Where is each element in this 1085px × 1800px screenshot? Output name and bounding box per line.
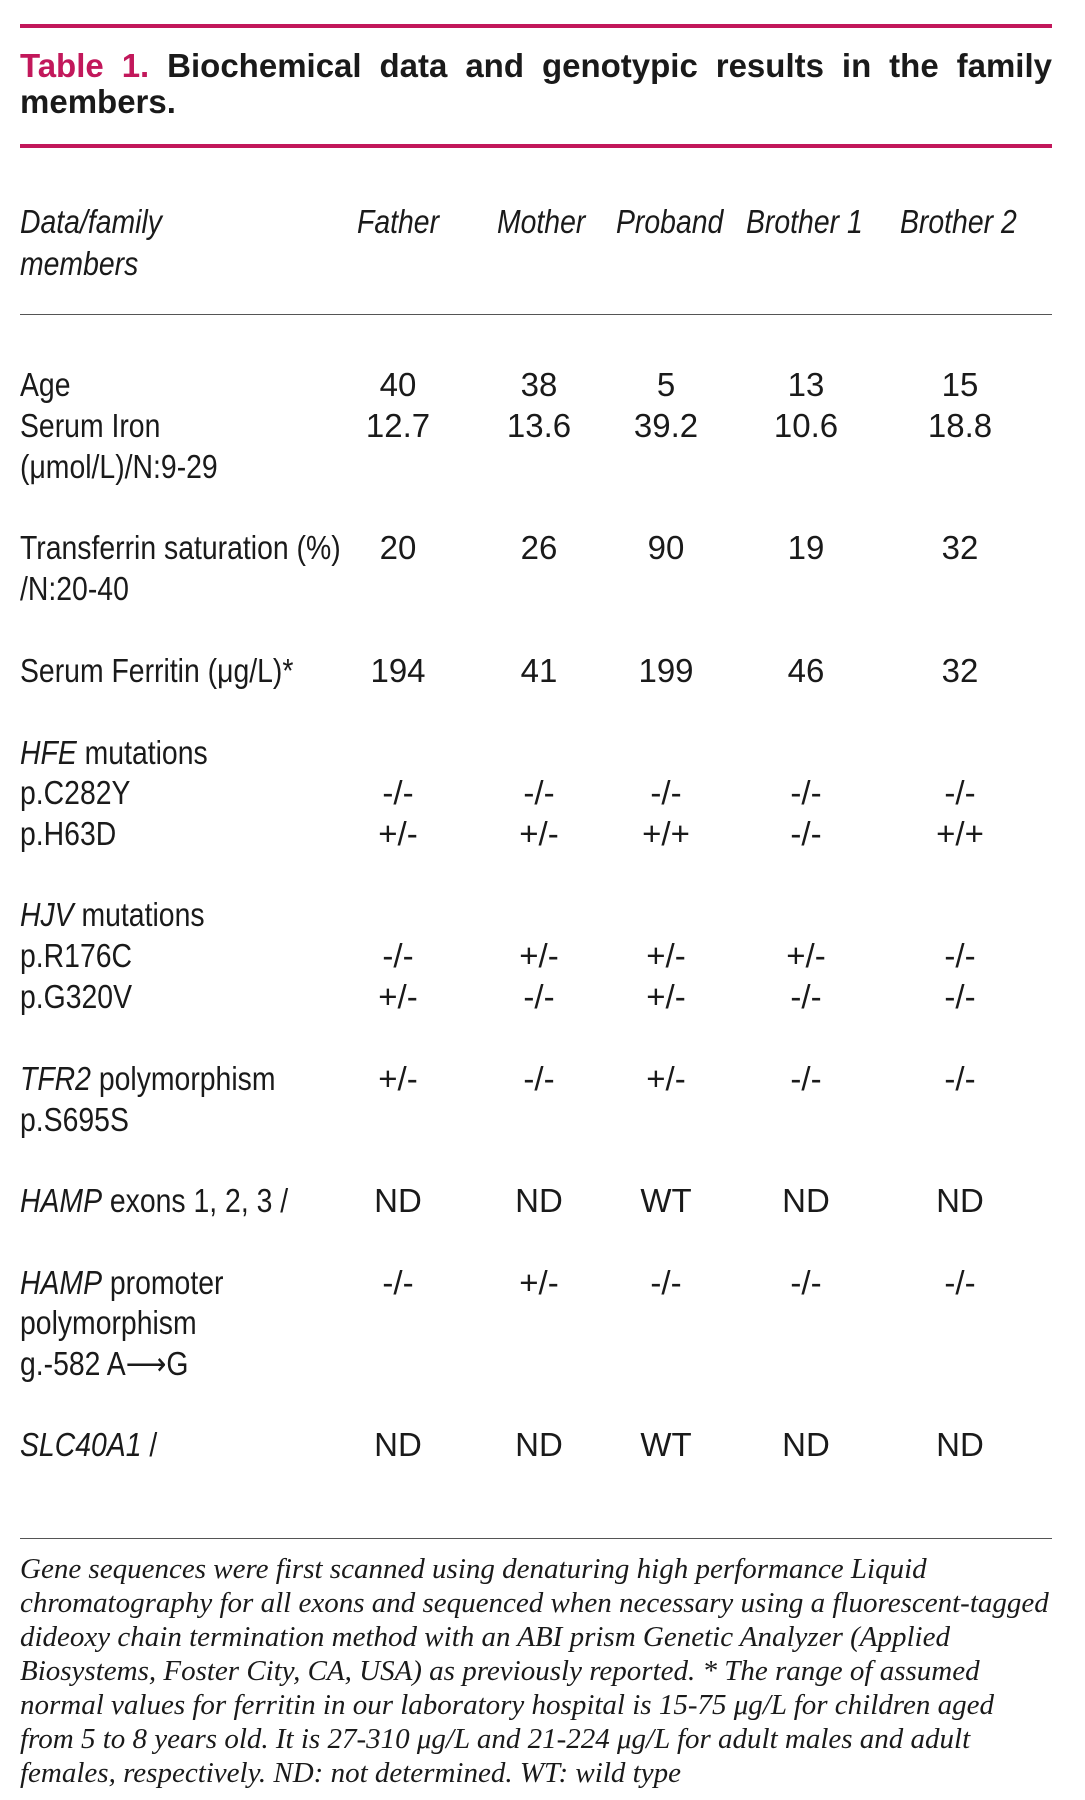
table-cell: 5	[656, 366, 676, 403]
header-mother: Mother	[497, 203, 586, 240]
table-cell: +/-	[786, 937, 826, 974]
table-cell: 32	[941, 529, 979, 566]
row-label-continued: (μmol/L)/N:9-29	[20, 448, 218, 485]
row-label-continued: /N:20-40	[20, 570, 129, 607]
table-cell: -/-	[790, 1060, 822, 1097]
row-label: p.G320V	[20, 978, 133, 1015]
label-rest: mutations	[73, 896, 205, 933]
row-label: g.-582 A⟶G	[20, 1345, 189, 1382]
row-label	[20, 895, 205, 935]
table-cell: -/-	[944, 1060, 976, 1097]
table-cell: -/-	[944, 1264, 976, 1301]
table-cell: 13	[787, 366, 825, 403]
header-first-col-line1: Data/family	[20, 203, 162, 240]
table-cell: +/-	[519, 937, 559, 974]
table-cell: ND	[374, 1182, 422, 1219]
table-cell: ND	[782, 1182, 830, 1219]
label-rest: mutations	[76, 734, 208, 771]
label-rest: /	[141, 1426, 158, 1463]
table-cell: +/+	[936, 815, 984, 852]
row-label: p.C282Y	[20, 774, 131, 811]
footnote-rule	[20, 1538, 1052, 1539]
table-cell: -/-	[790, 1264, 822, 1301]
table-cell: 32	[941, 652, 979, 689]
table-cell: 26	[520, 529, 558, 566]
table-cell: -/-	[382, 937, 414, 974]
table-cell: -/-	[944, 774, 976, 811]
row-label: Age	[20, 366, 71, 403]
header-brother-1: Brother 1	[746, 203, 863, 240]
row-label: Transferrin saturation (%)	[20, 529, 341, 566]
table-cell: +/-	[646, 978, 686, 1015]
caption-text: Biochemical data and genotypic results in the family members.	[20, 47, 1053, 120]
header-first-col-line2: members	[20, 245, 139, 282]
top-rule	[20, 24, 1052, 28]
row-label: p.H63D	[20, 815, 117, 852]
table-cell: ND	[515, 1426, 563, 1463]
table-cell: 10.6	[773, 407, 839, 444]
gene-name: TFR2	[20, 1060, 91, 1097]
label-rest: exons 1, 2, 3 /	[101, 1182, 289, 1219]
header-father: Father	[357, 203, 440, 240]
table-cell: 46	[787, 652, 825, 689]
table-cell: -/-	[382, 774, 414, 811]
label-rest: promoter	[101, 1264, 224, 1301]
table-cell: +/-	[378, 978, 418, 1015]
table-cell: 194	[370, 652, 426, 689]
label-rest: polymorphism	[90, 1060, 276, 1097]
table-cell: ND	[782, 1426, 830, 1463]
table-cell: 20	[379, 529, 417, 566]
header-brother-2: Brother 2	[900, 203, 1017, 240]
table-cell: -/-	[650, 774, 682, 811]
table-cell: +/+	[642, 815, 690, 852]
table-cell: -/-	[523, 774, 555, 811]
table-cell: 18.8	[927, 407, 993, 444]
row-label	[20, 733, 208, 773]
table-cell: -/-	[650, 1264, 682, 1301]
table-cell: 39.2	[633, 407, 699, 444]
table-cell: 12.7	[365, 407, 431, 444]
table-cell: -/-	[790, 815, 822, 852]
gene-name: SLC40A1	[20, 1426, 142, 1463]
gene-name: HFE	[20, 734, 77, 771]
table-cell: WT	[640, 1182, 692, 1219]
table-cell: 90	[647, 529, 685, 566]
table-cell: -/-	[382, 1264, 414, 1301]
table-cell: 38	[520, 366, 558, 403]
row-label	[20, 1181, 288, 1221]
row-label: p.R176C	[20, 937, 133, 974]
table-cell: ND	[936, 1426, 984, 1463]
table-cell: 15	[941, 366, 979, 403]
gene-name: HJV	[20, 896, 74, 933]
row-label: p.S695S	[20, 1101, 129, 1138]
gene-name: HAMP	[20, 1182, 102, 1219]
table-cell: 41	[520, 652, 558, 689]
table-cell: -/-	[523, 1060, 555, 1097]
table-cell: +/-	[519, 1264, 559, 1301]
gene-name: HAMP	[20, 1264, 102, 1301]
table-cell: -/-	[944, 937, 976, 974]
table-cell: ND	[374, 1426, 422, 1463]
row-label: polymorphism	[20, 1304, 197, 1341]
row-label: Serum Ferritin (μg/L)*	[20, 652, 294, 689]
table-cell: ND	[936, 1182, 984, 1219]
table-caption	[20, 48, 1052, 120]
header-proband: Proband	[616, 203, 724, 240]
table-cell: 199	[638, 652, 694, 689]
table-footnote: Gene sequences were first scanned using denaturing high performance Liquid chromatography for all exons and sequenced when necessary using a fluorescent-tagged dideoxy chain termination method with an ABI prism Genetic Analyzer (Applied Biosystems, Foster City, CA, USA) as previously reported. * The range of assumed normal values for ferritin in our laboratory hospital is 15-75 μg/L for children aged from 5 to 8 years old. It is 27-310 μg/L and 21-224 μg/L for adult males and adult females, respectively. ND: not determined. WT: wild type	[20, 1553, 1049, 1789]
row-label: Serum Iron	[20, 407, 161, 444]
table-cell: WT	[640, 1426, 692, 1463]
table-cell: -/-	[523, 978, 555, 1015]
header-rule	[20, 314, 1052, 315]
table-cell: 19	[787, 529, 825, 566]
table-cell: +/-	[646, 1060, 686, 1097]
table-cell: 40	[379, 366, 417, 403]
caption-rule	[20, 144, 1052, 148]
row-label	[20, 1263, 223, 1303]
table-cell: +/-	[378, 1060, 418, 1097]
row-label	[20, 1425, 157, 1465]
caption-label: Table 1.	[20, 47, 150, 84]
table-cell: -/-	[944, 978, 976, 1015]
table-cell: -/-	[790, 774, 822, 811]
row-label	[20, 1059, 275, 1099]
table-cell: +/-	[646, 937, 686, 974]
table-cell: +/-	[378, 815, 418, 852]
table-cell: 13.6	[506, 407, 572, 444]
table-cell: +/-	[519, 815, 559, 852]
table-cell: ND	[515, 1182, 563, 1219]
table-cell: -/-	[790, 978, 822, 1015]
